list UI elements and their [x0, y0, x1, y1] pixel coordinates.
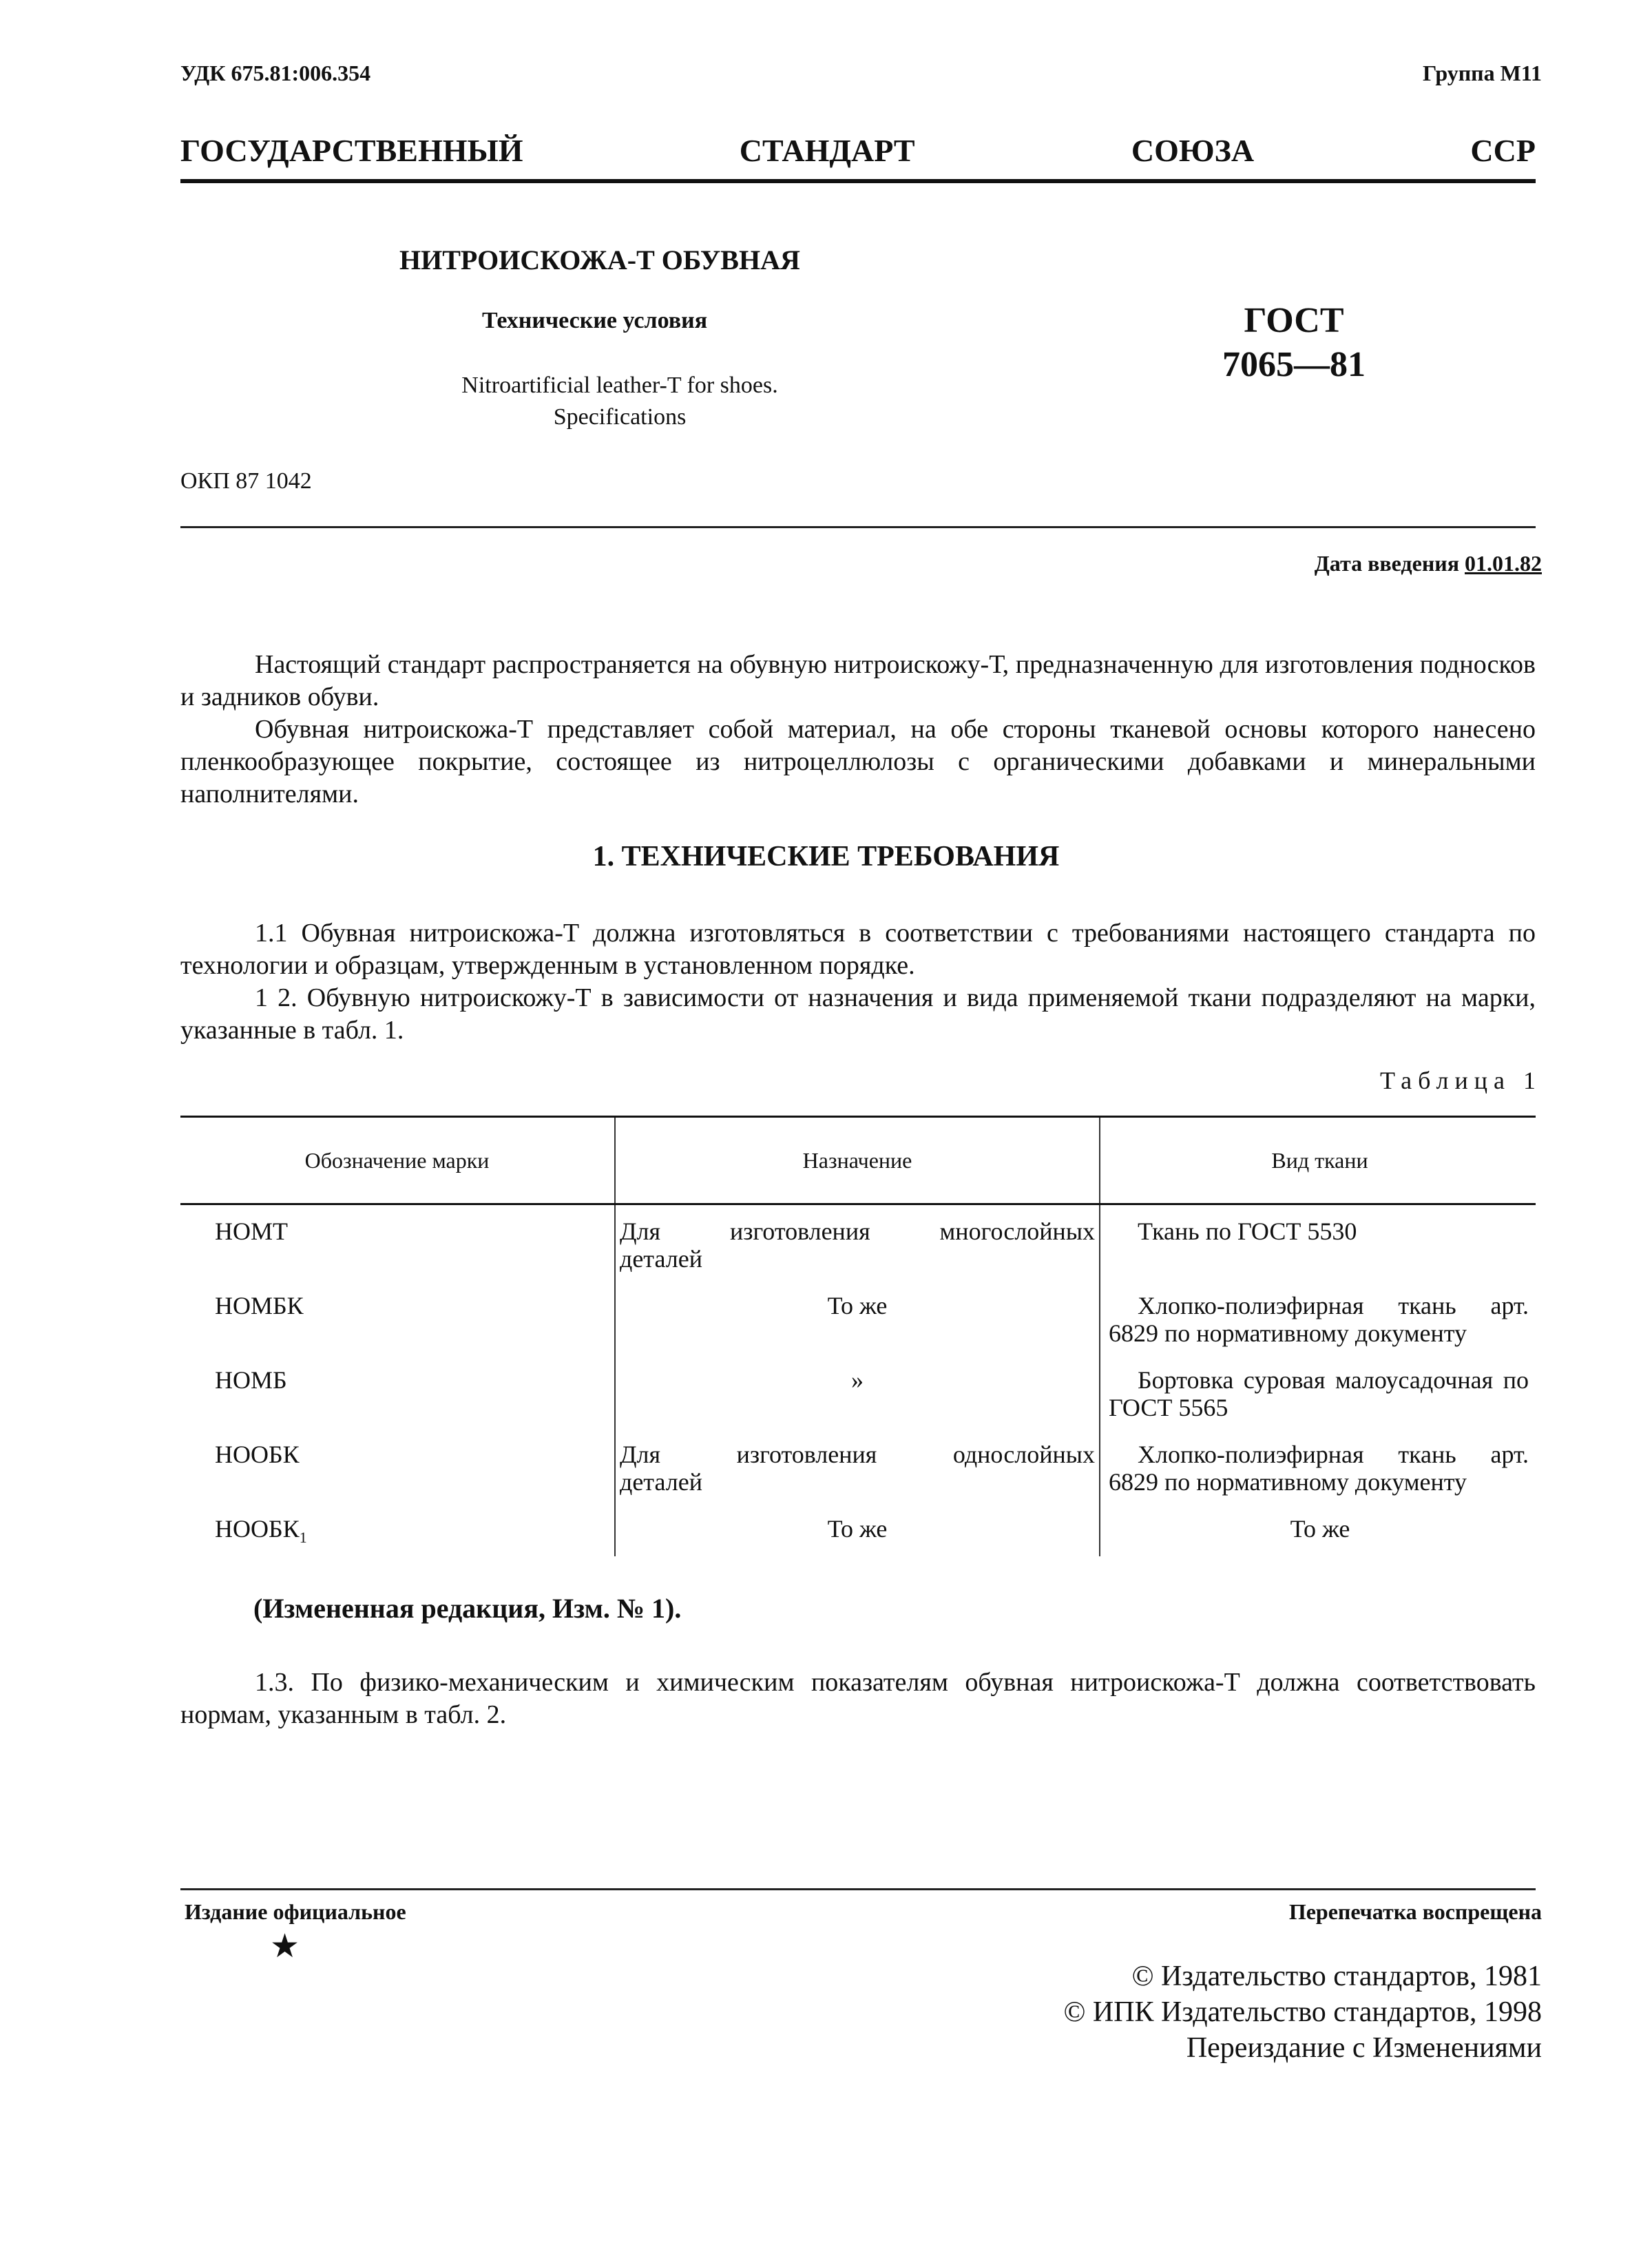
cell-fabric-line-1: Хлопко-полиэфирная ткань арт. — [1138, 1441, 1529, 1468]
copyright-line-1: © Издательство стандартов, 1981 — [1131, 1961, 1542, 1992]
cell-purpose: » — [615, 1366, 1100, 1441]
official-edition: Издание официальное — [185, 1899, 406, 1924]
cell-fabric: То же — [1290, 1515, 1350, 1543]
clause-1-3: 1.3. По физико-механическим и химическим показателям обувная нитроискожа-Т должна соответствовать нормам, указанным в табл. 2. — [180, 1668, 1536, 1729]
table-header-row — [180, 1117, 1536, 1204]
group-code: Группа М11 — [1422, 61, 1542, 85]
english-title-line-2: Specifications — [553, 404, 687, 430]
cell-fabric-line-1: Ткань по ГОСТ 5530 — [1138, 1217, 1357, 1245]
cell-mark: НОМТ — [215, 1217, 288, 1245]
banner-word-2: СТАНДАРТ — [739, 133, 915, 168]
english-title-line-1: Nitroartificial leather-T for shoes. — [461, 373, 778, 398]
header-rule — [180, 179, 1536, 183]
cell-fabric — [1100, 1292, 1536, 1366]
english-title — [427, 370, 813, 433]
cell-fabric — [1100, 1204, 1536, 1293]
banner-word-4: ССР — [1470, 133, 1536, 168]
cell-purpose — [615, 1204, 1100, 1293]
table-row — [180, 1204, 1536, 1293]
udk-code: УДК 675.81:006.354 — [180, 61, 371, 85]
cell-mark-subscript: 1 — [299, 1529, 307, 1547]
footer-rule — [180, 1888, 1536, 1890]
cell-purpose: То же — [615, 1515, 1100, 1556]
cell-purpose-line-1: Для изготовления однослойных — [620, 1441, 1095, 1468]
intro-paragraph-2: Обувная нитроискожа-Т представляет собой материал, на обе стороны тканевой основы которого нанесено пленкообразующее покрытие, состоящее из нитроцеллюлозы с органическими добавками и минеральными наполнителями. — [180, 715, 1536, 808]
cell-mark: НООБК — [215, 1441, 300, 1468]
column-header-purpose: Назначение — [615, 1117, 1100, 1204]
table-row — [180, 1441, 1536, 1515]
cell-fabric-line-1: Хлопко-полиэфирная ткань арт. — [1138, 1292, 1529, 1319]
document-title: НИТРОИСКОЖА-Т ОБУВНАЯ — [399, 244, 800, 275]
column-header-fabric: Вид ткани — [1271, 1147, 1368, 1173]
copyright-block — [1063, 1958, 1542, 2066]
intro-text — [180, 649, 1536, 811]
section-heading: 1. ТЕХНИЧЕСКИЕ ТРЕБОВАНИЯ — [592, 841, 1060, 872]
cell-purpose-line-1: Для изготовления многослойных — [620, 1217, 1095, 1245]
table-row — [180, 1366, 1536, 1441]
state-standard-banner — [180, 132, 1536, 169]
section-text — [180, 917, 1536, 1047]
cell-mark — [180, 1515, 615, 1556]
marks-table — [180, 1116, 1536, 1556]
copyright-line-2: © ИПК Издательство стандартов, 1998 — [1063, 1996, 1542, 2028]
column-header-mark: Обозначение марки — [304, 1147, 490, 1173]
document-subtitle: Технические условия — [482, 308, 708, 333]
intro-paragraph-1: Настоящий стандарт распространяется на обувную нитроискожу-Т, предназначенную для изготовления подносков и задников обуви. — [180, 650, 1536, 711]
cell-purpose-line-2: деталей — [620, 1245, 702, 1273]
star-icon: ★ — [270, 1928, 300, 1965]
clause-1-2: 1 2. Обувную нитроискожу-Т в зависимости от назначения и вида применяемой ткани подразделяют на марки, указанные в табл. 1. — [180, 983, 1536, 1045]
cell-mark: НОМБ — [215, 1366, 287, 1394]
banner-word-1: ГОСУДАРСТВЕННЫЙ — [180, 133, 523, 168]
cell-mark-text: НООБК — [215, 1515, 300, 1543]
cell-fabric-line-2: 6829 по нормативному документу — [1109, 1319, 1467, 1347]
title-rule — [180, 526, 1536, 528]
introduction-date — [1315, 551, 1542, 576]
gost-designation — [1222, 299, 1366, 387]
table-row — [180, 1515, 1536, 1556]
date-value: 01.01.82 — [1465, 551, 1542, 576]
copyright-line-3: Переиздание с Изменениями — [1186, 2032, 1542, 2064]
banner-word-3: СОЮЗА — [1131, 133, 1255, 168]
okp-code: ОКП 87 1042 — [180, 468, 312, 494]
cell-purpose-line-2: деталей — [620, 1468, 702, 1496]
table-caption: Таблица 1 — [1380, 1067, 1542, 1094]
cell-fabric-line-1: Бортовка суровая малоусадочная по — [1138, 1366, 1529, 1394]
cell-fabric-line-2: ГОСТ 5565 — [1109, 1394, 1228, 1421]
cell-fabric — [1100, 1441, 1536, 1515]
reprint-prohibited: Перепечатка воспрещена — [1288, 1899, 1542, 1924]
clause-1-3-block — [180, 1666, 1536, 1731]
cell-purpose — [615, 1441, 1100, 1515]
cell-purpose: То же — [615, 1292, 1100, 1366]
gost-number: 7065—81 — [1222, 345, 1366, 384]
cell-fabric-line-2: 6829 по нормативному документу — [1109, 1468, 1467, 1496]
clause-1-1: 1.1 Обувная нитроискожа-Т должна изготовляться в соответствии с требованиями настоящего стандарта по технологии и образцам, утвержденным в установленном порядке. — [180, 919, 1536, 980]
table-row — [180, 1292, 1536, 1366]
date-label: Дата введения — [1314, 551, 1459, 576]
cell-fabric — [1100, 1366, 1536, 1441]
cell-mark: НОМБК — [215, 1292, 304, 1319]
amendment-note: (Измененная редакция, Изм. № 1). — [253, 1593, 682, 1624]
gost-label: ГОСТ — [1244, 301, 1344, 340]
